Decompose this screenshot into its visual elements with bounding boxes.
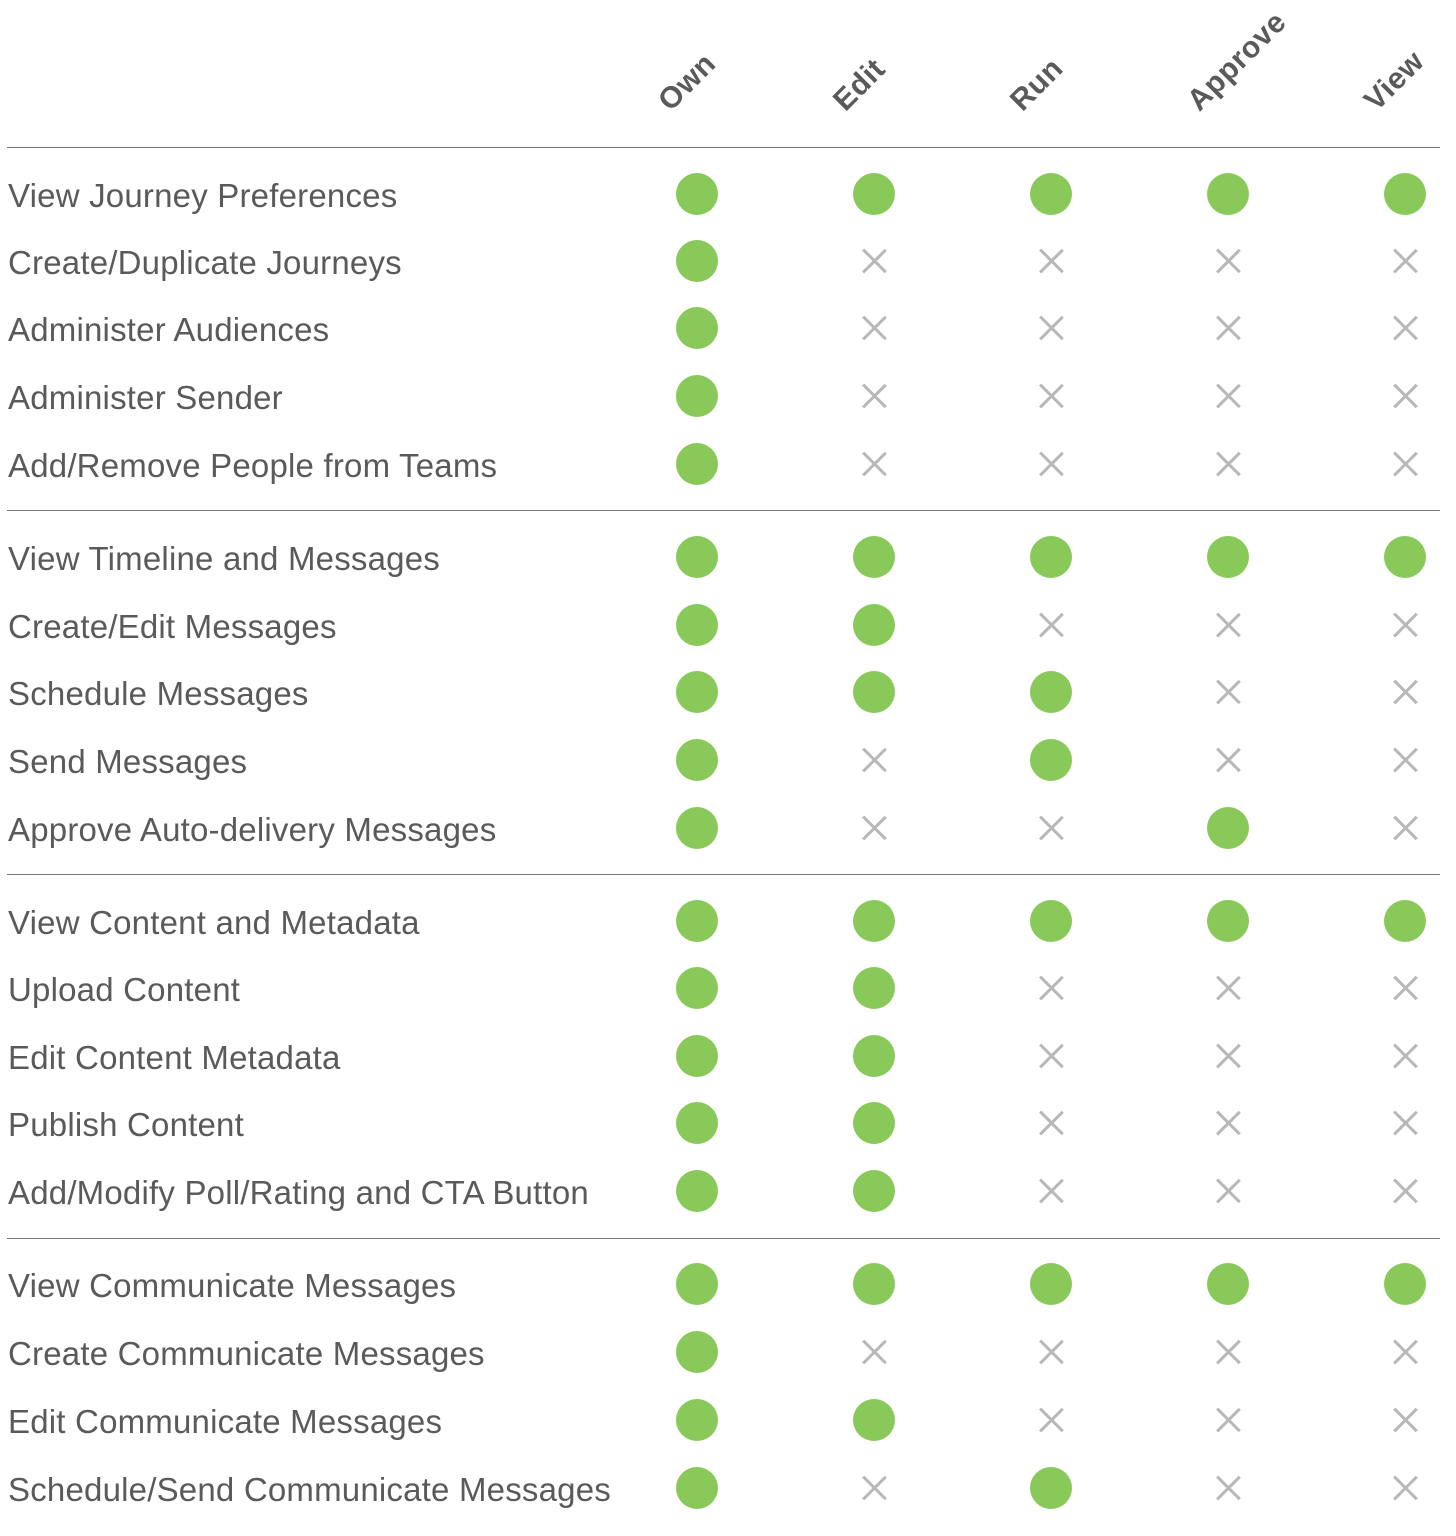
permission-label: View Content and Metadata bbox=[8, 904, 420, 941]
allowed-icon bbox=[853, 1035, 895, 1077]
denied-x-icon bbox=[1214, 1177, 1242, 1205]
allowed-icon bbox=[1030, 1263, 1072, 1305]
permission-label: Create/Edit Messages bbox=[8, 608, 337, 645]
denied-x-icon bbox=[1037, 611, 1065, 639]
allowed-icon bbox=[676, 1170, 718, 1212]
allowed-icon bbox=[1030, 671, 1072, 713]
allowed-icon bbox=[676, 900, 718, 942]
denied-x-icon bbox=[1391, 814, 1419, 842]
denied-x-icon bbox=[1037, 247, 1065, 275]
allowed-icon bbox=[676, 967, 718, 1009]
denied-x-icon bbox=[1391, 450, 1419, 478]
allowed-icon bbox=[853, 1170, 895, 1212]
denied-x-icon bbox=[1214, 746, 1242, 774]
permission-label: Send Messages bbox=[8, 743, 248, 780]
denied-x-icon bbox=[1214, 1474, 1242, 1502]
denied-x-icon bbox=[860, 1338, 888, 1366]
permission-label: Create Communicate Messages bbox=[8, 1335, 485, 1372]
allowed-icon bbox=[676, 807, 718, 849]
allowed-icon bbox=[676, 671, 718, 713]
section-divider bbox=[7, 147, 1440, 148]
allowed-icon bbox=[676, 240, 718, 282]
permission-label: View Communicate Messages bbox=[8, 1267, 457, 1304]
allowed-icon bbox=[676, 604, 718, 646]
allowed-icon bbox=[676, 375, 718, 417]
allowed-icon bbox=[676, 1399, 718, 1441]
denied-x-icon bbox=[1214, 611, 1242, 639]
denied-x-icon bbox=[1214, 678, 1242, 706]
denied-x-icon bbox=[1037, 1042, 1065, 1070]
denied-x-icon bbox=[860, 1474, 888, 1502]
allowed-icon bbox=[1207, 1263, 1249, 1305]
permission-label: View Journey Preferences bbox=[8, 177, 398, 214]
permission-label: Publish Content bbox=[8, 1106, 244, 1143]
allowed-icon bbox=[676, 1467, 718, 1509]
allowed-icon bbox=[853, 536, 895, 578]
allowed-icon bbox=[1384, 173, 1426, 215]
allowed-icon bbox=[1207, 173, 1249, 215]
permission-label: Add/Remove People from Teams bbox=[8, 447, 498, 484]
section-divider bbox=[7, 874, 1440, 875]
permission-label: Administer Audiences bbox=[8, 311, 330, 348]
allowed-icon bbox=[1384, 536, 1426, 578]
column-header-label: Approve bbox=[1180, 5, 1293, 118]
allowed-icon bbox=[853, 967, 895, 1009]
denied-x-icon bbox=[1391, 1109, 1419, 1137]
denied-x-icon bbox=[1214, 450, 1242, 478]
section-divider bbox=[7, 1238, 1440, 1239]
denied-x-icon bbox=[860, 314, 888, 342]
denied-x-icon bbox=[1214, 247, 1242, 275]
permission-label: Edit Content Metadata bbox=[8, 1039, 341, 1076]
allowed-icon bbox=[676, 307, 718, 349]
permission-label: Approve Auto-delivery Messages bbox=[8, 811, 497, 848]
allowed-icon bbox=[676, 536, 718, 578]
denied-x-icon bbox=[1391, 247, 1419, 275]
permission-label: Schedule Messages bbox=[8, 675, 309, 712]
denied-x-icon bbox=[860, 450, 888, 478]
denied-x-icon bbox=[1391, 314, 1419, 342]
permission-label: Create/Duplicate Journeys bbox=[8, 244, 402, 281]
column-header-label: Run bbox=[1003, 51, 1070, 118]
allowed-icon bbox=[1030, 1467, 1072, 1509]
allowed-icon bbox=[853, 173, 895, 215]
denied-x-icon bbox=[1037, 814, 1065, 842]
allowed-icon bbox=[676, 443, 718, 485]
allowed-icon bbox=[676, 1102, 718, 1144]
denied-x-icon bbox=[1037, 382, 1065, 410]
allowed-icon bbox=[1384, 900, 1426, 942]
allowed-icon bbox=[1030, 173, 1072, 215]
denied-x-icon bbox=[1391, 974, 1419, 1002]
permission-label: Upload Content bbox=[8, 971, 241, 1008]
column-header-label: View bbox=[1357, 44, 1431, 118]
allowed-icon bbox=[853, 671, 895, 713]
allowed-icon bbox=[676, 1331, 718, 1373]
permission-label: Administer Sender bbox=[8, 379, 283, 416]
permission-label: Schedule/Send Communicate Messages bbox=[8, 1471, 611, 1508]
denied-x-icon bbox=[1391, 1177, 1419, 1205]
permission-label: View Timeline and Messages bbox=[8, 540, 440, 577]
allowed-icon bbox=[1030, 900, 1072, 942]
denied-x-icon bbox=[860, 382, 888, 410]
denied-x-icon bbox=[860, 814, 888, 842]
denied-x-icon bbox=[1391, 611, 1419, 639]
denied-x-icon bbox=[1214, 1109, 1242, 1137]
allowed-icon bbox=[676, 173, 718, 215]
denied-x-icon bbox=[1391, 1406, 1419, 1434]
denied-x-icon bbox=[1391, 1474, 1419, 1502]
denied-x-icon bbox=[1214, 314, 1242, 342]
section-divider bbox=[7, 510, 1440, 511]
denied-x-icon bbox=[1214, 1338, 1242, 1366]
denied-x-icon bbox=[1037, 1338, 1065, 1366]
denied-x-icon bbox=[1037, 1109, 1065, 1137]
allowed-icon bbox=[676, 1263, 718, 1305]
column-header-label: Edit bbox=[826, 52, 892, 118]
allowed-icon bbox=[853, 1399, 895, 1441]
denied-x-icon bbox=[1391, 1042, 1419, 1070]
denied-x-icon bbox=[1214, 974, 1242, 1002]
allowed-icon bbox=[853, 604, 895, 646]
allowed-icon bbox=[1030, 739, 1072, 781]
column-header-label: Own bbox=[651, 46, 723, 118]
denied-x-icon bbox=[1214, 382, 1242, 410]
denied-x-icon bbox=[1391, 382, 1419, 410]
allowed-icon bbox=[676, 1035, 718, 1077]
denied-x-icon bbox=[1037, 1177, 1065, 1205]
denied-x-icon bbox=[860, 247, 888, 275]
allowed-icon bbox=[1384, 1263, 1426, 1305]
allowed-icon bbox=[853, 900, 895, 942]
allowed-icon bbox=[1207, 807, 1249, 849]
allowed-icon bbox=[1207, 536, 1249, 578]
allowed-icon bbox=[853, 1102, 895, 1144]
denied-x-icon bbox=[1037, 974, 1065, 1002]
denied-x-icon bbox=[1214, 1042, 1242, 1070]
denied-x-icon bbox=[1037, 314, 1065, 342]
allowed-icon bbox=[853, 1263, 895, 1305]
permission-label: Add/Modify Poll/Rating and CTA Button bbox=[8, 1174, 589, 1211]
allowed-icon bbox=[676, 739, 718, 781]
denied-x-icon bbox=[1391, 746, 1419, 774]
denied-x-icon bbox=[1214, 1406, 1242, 1434]
denied-x-icon bbox=[1037, 450, 1065, 478]
denied-x-icon bbox=[1037, 1406, 1065, 1434]
denied-x-icon bbox=[1391, 678, 1419, 706]
denied-x-icon bbox=[1391, 1338, 1419, 1366]
permission-label: Edit Communicate Messages bbox=[8, 1403, 443, 1440]
denied-x-icon bbox=[860, 746, 888, 774]
allowed-icon bbox=[1207, 900, 1249, 942]
allowed-icon bbox=[1030, 536, 1072, 578]
